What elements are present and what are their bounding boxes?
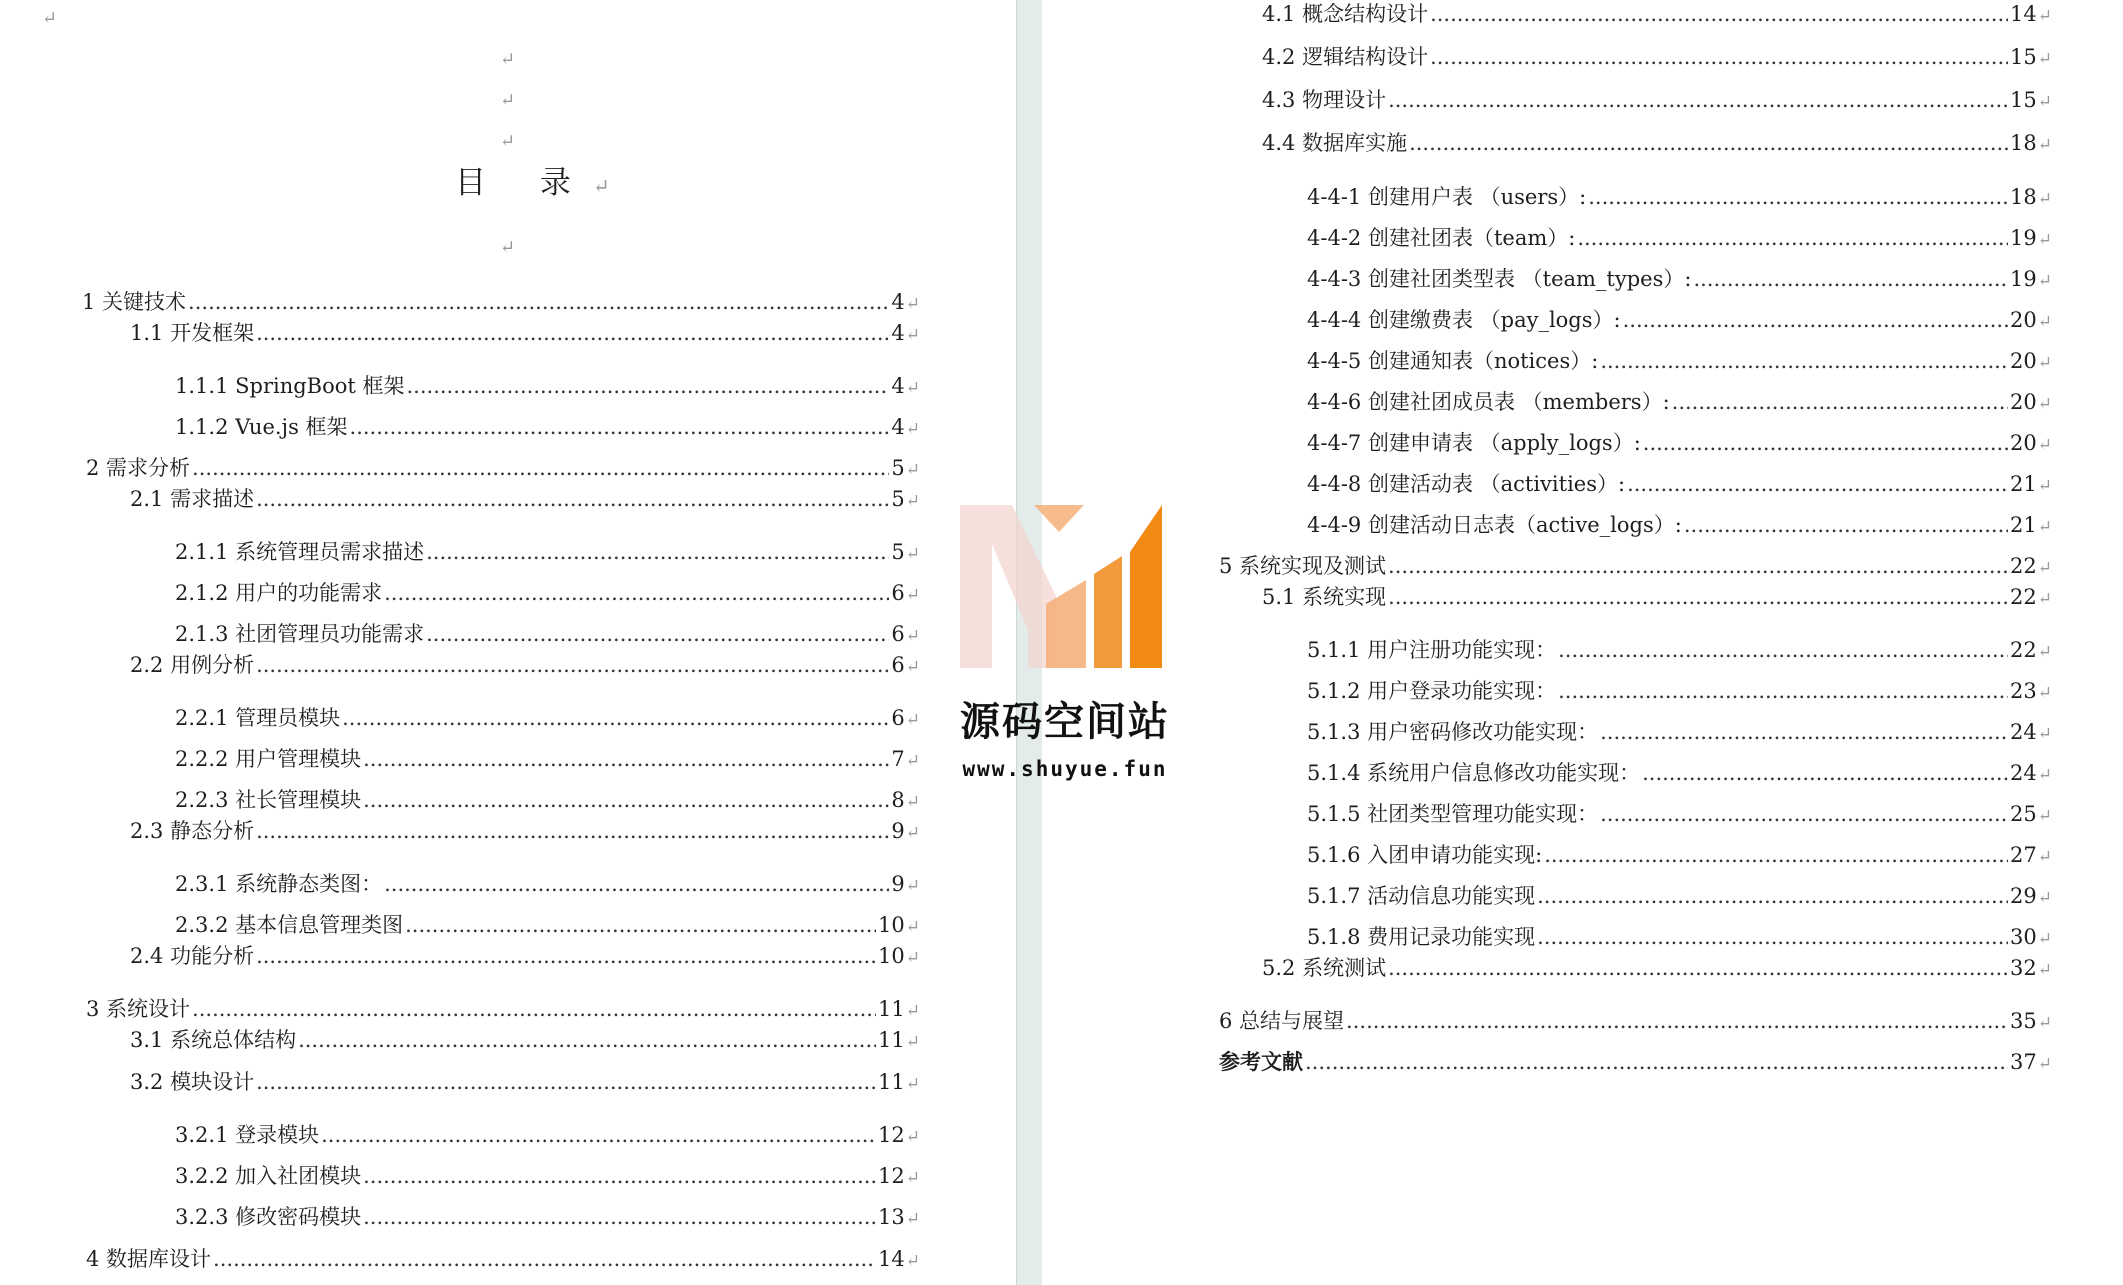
toc-entry[interactable] [1307, 718, 2052, 746]
paragraph-mark: ↵ [2037, 189, 2052, 209]
paragraph-mark: ↵ [905, 491, 920, 511]
toc-entry-label: 4.3 物理设计 [1262, 88, 1387, 112]
toc-entry-label: 2.2.1 管理员模块 [175, 706, 341, 730]
toc-entry-label: 5.1.4 系统用户信息修改功能实现： [1307, 761, 1641, 785]
toc-leader-dots [363, 786, 889, 814]
paragraph-mark: ↵ [905, 1127, 920, 1147]
toc-entry[interactable] [175, 538, 920, 566]
toc-entry-label: 5.1.2 用户登录功能实现： [1307, 679, 1557, 703]
toc-leader-dots [1537, 923, 2008, 951]
toc-entry[interactable] [130, 651, 920, 679]
toc-entry-page: 20 [2010, 308, 2037, 332]
toc-entry-label: 4.2 逻辑结构设计 [1262, 45, 1429, 69]
toc-entry[interactable] [175, 620, 920, 648]
toc-entry[interactable] [130, 1026, 920, 1054]
paragraph-mark: ↵ [905, 626, 920, 646]
toc-entry-page: 10 [878, 913, 905, 937]
paragraph-mark: ↵ [905, 657, 920, 677]
toc-leader-dots [426, 620, 889, 648]
toc-entry-page: 23 [2010, 679, 2037, 703]
toc-entry-label: 4-4-4 创建缴费表 （pay_logs）: [1307, 308, 1621, 332]
paragraph-mark: ↵ [2037, 92, 2052, 112]
right-page [1042, 0, 2123, 1285]
toc-entry-label: 4-4-7 创建申请表 （apply_logs）: [1307, 431, 1641, 455]
toc-entry-page: 18 [2010, 131, 2037, 155]
toc-leader-dots [1537, 882, 2008, 910]
toc-leader-dots [405, 911, 876, 939]
watermark-brand: 源码空间站 [960, 699, 1170, 745]
paragraph-mark: ↵ [2037, 683, 2052, 703]
toc-entry[interactable] [1307, 677, 2052, 705]
toc-entry-label: 2.3.1 系统静态类图： [175, 872, 383, 896]
toc-entry-page: 18 [2010, 185, 2037, 209]
paragraph-mark: ↵ [905, 710, 920, 730]
toc-entry-label: 2.1.2 用户的功能需求 [175, 581, 383, 605]
toc-entry-label: 5.1.6 入团申请功能实现: [1307, 843, 1543, 867]
toc-leader-dots [192, 995, 876, 1023]
paragraph-mark: ↵ [2037, 353, 2052, 373]
toc-entry-label: 4 数据库设计 [86, 1247, 212, 1271]
toc-entry[interactable] [175, 745, 920, 773]
toc-entry-label: 2.2.3 社长管理模块 [175, 788, 362, 812]
toc-entry[interactable] [1307, 800, 2052, 828]
toc-entry-label: 5.1.7 活动信息功能实现 [1307, 884, 1536, 908]
toc-leader-dots [1430, 43, 2008, 71]
toc-entry-page: 4 [891, 321, 905, 345]
toc-entry-label: 3.1 系统总体结构 [130, 1028, 297, 1052]
toc-entry-label: 1.1.2 Vue.js 框架 [175, 415, 348, 439]
toc-entry-page: 11 [878, 997, 905, 1021]
toc-entry-page: 32 [2010, 956, 2037, 980]
toc-leader-dots [256, 942, 876, 970]
paragraph-mark: ↵ [2037, 847, 2052, 867]
toc-entry[interactable] [130, 942, 920, 970]
paragraph-mark: ↵ [2037, 312, 2052, 332]
toc-entry-page: 27 [2010, 843, 2037, 867]
toc-leader-dots [1388, 86, 2008, 114]
toc-entry[interactable] [86, 454, 920, 482]
paragraph-mark: ↵ [500, 131, 516, 152]
toc-leader-dots [384, 579, 889, 607]
paragraph-mark: ↵ [500, 237, 516, 258]
toc-leader-dots [1558, 677, 2008, 705]
toc-entry-label: 5.2 系统测试 [1262, 956, 1387, 980]
toc-leader-dots [1588, 183, 2008, 211]
toc-entry[interactable] [1262, 86, 2052, 114]
left-page [0, 0, 1016, 1285]
toc-entry-page: 22 [2010, 585, 2037, 609]
toc-entry-page: 24 [2010, 761, 2037, 785]
toc-entry-page: 7 [891, 747, 905, 771]
paragraph-mark: ↵ [2037, 6, 2052, 26]
toc-entry-label: 3.2.1 登录模块 [175, 1123, 320, 1147]
paragraph-mark: ↵ [2037, 517, 2052, 537]
paragraph-mark: ↵ [2037, 589, 2052, 609]
toc-entry[interactable] [130, 1068, 920, 1096]
toc-entry[interactable] [82, 288, 920, 316]
toc-entry-label: 2 需求分析 [86, 456, 191, 480]
toc-entry[interactable] [1307, 841, 2052, 869]
toc-entry-label: 4-4-8 创建活动表 （activities）: [1307, 472, 1626, 496]
toc-entry-page: 6 [891, 581, 905, 605]
toc-entry-label: 5.1.8 费用记录功能实现 [1307, 925, 1536, 949]
toc-entry-page: 11 [878, 1028, 905, 1052]
toc-entry[interactable] [1307, 183, 2052, 211]
toc-entry-page: 5 [891, 540, 905, 564]
toc-entry[interactable] [1307, 306, 2052, 334]
toc-entry-label: 3 系统设计 [86, 997, 191, 1021]
toc-entry-label: 4-4-5 创建通知表（notices）: [1307, 349, 1599, 373]
toc-entry-label: 2.4 功能分析 [130, 944, 255, 968]
toc-leader-dots [1558, 636, 2008, 664]
toc-entry[interactable] [1262, 954, 2052, 982]
toc-leader-dots [350, 413, 890, 441]
paragraph-mark: ↵ [905, 460, 920, 480]
paragraph-mark: ↵ [2037, 806, 2052, 826]
toc-leader-dots [213, 1245, 876, 1273]
toc-entry-label: 4-4-3 创建社团类型表 （team_types）: [1307, 267, 1692, 291]
toc-left-column [0, 0, 1016, 1285]
toc-entry-page: 6 [891, 706, 905, 730]
paragraph-mark: ↵ [2037, 765, 2052, 785]
watermark-url: www.shuyue.fun [962, 757, 1168, 781]
toc-leader-dots [256, 319, 889, 347]
toc-entry[interactable] [1307, 759, 2052, 787]
paragraph-mark: ↵ [2037, 960, 2052, 980]
paragraph-mark: ↵ [2037, 49, 2052, 69]
toc-leader-dots [1623, 306, 2008, 334]
paragraph-mark: ↵ [2037, 1013, 2052, 1033]
toc-entry-page: 35 [2010, 1009, 2037, 1033]
toc-entry[interactable] [1262, 129, 2052, 157]
toc-leader-dots [1409, 129, 2008, 157]
toc-entry-label: 3.2.3 修改密码模块 [175, 1205, 362, 1229]
toc-entry-page: 5 [891, 456, 905, 480]
toc-entry[interactable] [1219, 552, 2052, 580]
toc-entry-page: 6 [891, 622, 905, 646]
toc-entry-label: 5.1.3 用户密码修改功能实现： [1307, 720, 1599, 744]
toc-leader-dots [1430, 0, 2008, 28]
toc-entry-page: 22 [2010, 638, 2037, 662]
toc-entry[interactable] [1307, 882, 2052, 910]
toc-leader-dots [1642, 759, 2008, 787]
toc-entry[interactable] [1262, 43, 2052, 71]
paragraph-mark: ↵ [905, 378, 920, 398]
paragraph-mark: ↵ [2037, 394, 2052, 414]
toc-entry-label: 5 系统实现及测试 [1219, 554, 1387, 578]
toc-leader-dots [1544, 841, 2008, 869]
toc-leader-dots [1627, 470, 2008, 498]
toc-leader-dots [1693, 265, 2008, 293]
paragraph-mark: ↵ [500, 49, 516, 70]
toc-entry-page: 13 [878, 1205, 905, 1229]
toc-entry-label: 1.1 开发框架 [130, 321, 255, 345]
paragraph-mark: ↵ [2037, 929, 2052, 949]
toc-entry-page: 20 [2010, 390, 2037, 414]
toc-entry-page: 15 [2010, 45, 2037, 69]
toc-leader-dots [363, 1203, 876, 1231]
paragraph-mark: ↵ [2037, 642, 2052, 662]
toc-entry-label: 4.4 数据库实施 [1262, 131, 1408, 155]
toc-leader-dots [1643, 429, 2008, 457]
toc-leader-dots [1388, 583, 2008, 611]
toc-entry-label: 4-4-2 创建社团表（team）: [1307, 226, 1576, 250]
toc-entry-page: 29 [2010, 884, 2037, 908]
paragraph-mark: ↵ [905, 917, 920, 937]
paragraph-mark: ↵ [2037, 1054, 2052, 1074]
toc-entry[interactable] [175, 579, 920, 607]
toc-entry-page: 20 [2010, 349, 2037, 373]
toc-entry-label: 1.1.1 SpringBoot 框架 [175, 374, 405, 398]
toc-entry[interactable] [1307, 347, 2052, 375]
toc-entry[interactable] [175, 911, 920, 939]
toc-entry-label: 2.1.1 系统管理员需求描述 [175, 540, 425, 564]
toc-entry[interactable] [175, 372, 920, 400]
paragraph-mark: ↵ [905, 948, 920, 968]
paragraph-mark: ↵ [2037, 230, 2052, 250]
toc-entry-page: 19 [2010, 226, 2037, 250]
toc-entry-page: 30 [2010, 925, 2037, 949]
paragraph-mark: ↵ [905, 294, 920, 314]
toc-entry-page: 14 [2010, 2, 2037, 26]
toc-entry-label: 1 关键技术 [82, 290, 187, 314]
paragraph-mark: ↵ [905, 1251, 920, 1271]
toc-entry[interactable] [86, 1245, 920, 1273]
toc-entry-label: 3.2 模块设计 [130, 1070, 255, 1094]
watermark-logo-icon [948, 500, 1174, 676]
toc-entry-page: 21 [2010, 513, 2037, 537]
toc-entry[interactable] [1307, 388, 2052, 416]
toc-entry-label: 2.3 静态分析 [130, 819, 255, 843]
toc-entry[interactable] [1262, 0, 2052, 28]
paragraph-mark: ↵ [905, 1032, 920, 1052]
toc-entry-page: 12 [878, 1123, 905, 1147]
toc-entry-page: 12 [878, 1164, 905, 1188]
toc-entry-label: 3.2.2 加入社团模块 [175, 1164, 362, 1188]
toc-right-column [1042, 0, 2123, 1285]
toc-entry-label: 2.1 需求描述 [130, 487, 255, 511]
toc-leader-dots [256, 485, 889, 513]
paragraph-mark: ↵ [2037, 476, 2052, 496]
paragraph-mark: ↵ [42, 8, 58, 29]
toc-entry-label: 5.1 系统实现 [1262, 585, 1387, 609]
toc-entry-label: 4.1 概念结构设计 [1262, 2, 1429, 26]
paragraph-mark: ↵ [905, 1074, 920, 1094]
toc-entry[interactable] [175, 1121, 920, 1149]
paragraph-mark: ↵ [905, 325, 920, 345]
toc-entry-label: 2.3.2 基本信息管理类图 [175, 913, 404, 937]
toc-entry[interactable] [86, 995, 920, 1023]
paragraph-mark: ↵ [905, 1168, 920, 1188]
toc-leader-dots [342, 704, 889, 732]
toc-entry-page: 15 [2010, 88, 2037, 112]
paragraph-mark: ↵ [2037, 435, 2052, 455]
toc-entry-page: 14 [878, 1247, 905, 1271]
toc-entry[interactable] [175, 786, 920, 814]
toc-entry[interactable] [1307, 636, 2052, 664]
toc-leader-dots [1672, 388, 2008, 416]
paragraph-mark: ↵ [500, 90, 516, 111]
toc-entry[interactable] [1262, 583, 2052, 611]
toc-leader-dots [1388, 552, 2008, 580]
paragraph-mark: ↵ [905, 585, 920, 605]
toc-entry[interactable] [1219, 1048, 2052, 1076]
toc-entry-page: 9 [891, 819, 905, 843]
toc-leader-dots [1684, 511, 2008, 539]
toc-entry-page: 11 [878, 1070, 905, 1094]
toc-entry[interactable] [1307, 429, 2052, 457]
paragraph-mark: ↵ [905, 792, 920, 812]
toc-entry-label: 6 总结与展望 [1219, 1009, 1345, 1033]
toc-entry-page: 9 [891, 872, 905, 896]
toc-entry-page: 21 [2010, 472, 2037, 496]
toc-entry-label: 4-4-9 创建活动日志表（active_logs）: [1307, 513, 1682, 537]
toc-entry[interactable] [1307, 470, 2052, 498]
paragraph-mark: ↵ [905, 1209, 920, 1229]
paragraph-mark: ↵ [905, 1001, 920, 1021]
toc-entry-page: 8 [891, 788, 905, 812]
toc-entry-page: 4 [891, 290, 905, 314]
toc-leader-dots [1600, 347, 2008, 375]
toc-leader-dots [363, 1162, 876, 1190]
toc-entry[interactable] [175, 870, 920, 898]
toc-entry-page: 22 [2010, 554, 2037, 578]
toc-leader-dots [321, 1121, 876, 1149]
toc-entry-label: 4-4-1 创建用户表 （users）: [1307, 185, 1587, 209]
toc-title-text: 目 录 [455, 165, 593, 201]
toc-entry-label: 5.1.5 社团类型管理功能实现： [1307, 802, 1599, 826]
toc-entry[interactable] [130, 817, 920, 845]
toc-leader-dots [256, 817, 889, 845]
paragraph-mark: ↵ [905, 751, 920, 771]
toc-entry-page: 25 [2010, 802, 2037, 826]
toc-leader-dots [1388, 954, 2008, 982]
paragraph-mark: ↵ [905, 823, 920, 843]
toc-leader-dots [1305, 1048, 2008, 1076]
toc-leader-dots [188, 288, 889, 316]
toc-entry-label: 参考文献 [1219, 1049, 1303, 1074]
toc-entry-label: 4-4-6 创建社团成员表 （members）: [1307, 390, 1670, 414]
toc-entry-page: 20 [2010, 431, 2037, 455]
toc-leader-dots [384, 870, 889, 898]
toc-entry-page: 4 [891, 374, 905, 398]
toc-leader-dots [298, 1026, 876, 1054]
paragraph-mark: ↵ [905, 419, 920, 439]
toc-entry[interactable] [130, 485, 920, 513]
toc-entry[interactable] [175, 704, 920, 732]
toc-entry-page: 37 [2010, 1050, 2037, 1074]
toc-entry[interactable] [1307, 923, 2052, 951]
toc-leader-dots [426, 538, 889, 566]
toc-leader-dots [363, 745, 889, 773]
paragraph-mark: ↵ [592, 174, 610, 198]
toc-entry[interactable] [175, 1203, 920, 1231]
toc-entry-page: 10 [878, 944, 905, 968]
toc-entry-page: 19 [2010, 267, 2037, 291]
toc-entry[interactable] [130, 319, 920, 347]
toc-entry-page: 5 [891, 487, 905, 511]
toc-leader-dots [1600, 718, 2008, 746]
toc-entry-page: 24 [2010, 720, 2037, 744]
toc-leader-dots [1600, 800, 2008, 828]
toc-entry[interactable] [175, 413, 920, 441]
toc-entry[interactable] [1219, 1007, 2052, 1035]
paragraph-mark: ↵ [905, 544, 920, 564]
toc-entry[interactable] [1307, 224, 2052, 252]
toc-entry[interactable] [1307, 511, 2052, 539]
toc-entry-page: 4 [891, 415, 905, 439]
toc-entry[interactable] [1307, 265, 2052, 293]
toc-leader-dots [192, 454, 889, 482]
paragraph-mark: ↵ [2037, 135, 2052, 155]
toc-leader-dots [1346, 1007, 2008, 1035]
toc-entry-page: 6 [891, 653, 905, 677]
toc-entry-label: 5.1.1 用户注册功能实现： [1307, 638, 1557, 662]
toc-leader-dots [256, 651, 889, 679]
toc-leader-dots [1577, 224, 2008, 252]
paragraph-mark: ↵ [2037, 558, 2052, 578]
toc-entry-label: 2.2.2 用户管理模块 [175, 747, 362, 771]
toc-leader-dots [407, 372, 890, 400]
paragraph-mark: ↵ [2037, 724, 2052, 744]
paragraph-mark: ↵ [905, 876, 920, 896]
paragraph-mark: ↵ [2037, 271, 2052, 291]
toc-entry-label: 2.2 用例分析 [130, 653, 255, 677]
toc-entry-label: 2.1.3 社团管理员功能需求 [175, 622, 425, 646]
toc-entry[interactable] [175, 1162, 920, 1190]
toc-leader-dots [256, 1068, 876, 1096]
paragraph-mark: ↵ [2037, 888, 2052, 908]
